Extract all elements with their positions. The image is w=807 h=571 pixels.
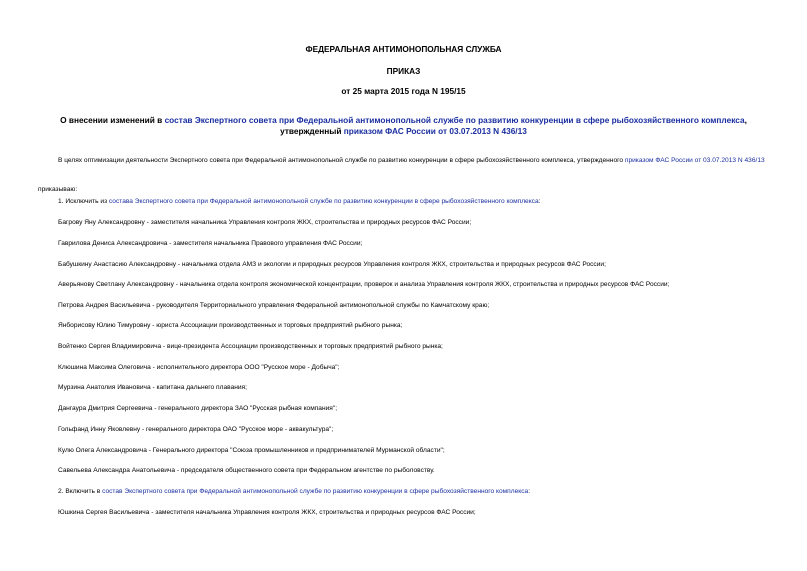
removed-member: Гаврилова Дениса Александровича - заместителя начальника Правового управления ФАС России; [58,240,363,247]
removed-member: Войтенко Сергея Владимировича - вице-президента Ассоциации производственных и торговых предприятий рыбного рынка; [58,343,443,350]
removed-member: Савельева Александра Анатольевича - председателя общественного совета при Федеральном агентстве по рыболовству. [58,467,435,474]
document-title [60,115,747,137]
item2-prefix: 2. Включить в [58,488,103,495]
removed-member: Кулю Олега Александровича - Генерального директора "Союза промышленников и предпринимателей Мурманской области"; [58,447,445,454]
date-number: от 25 марта 2015 года N 195/15 [341,86,466,96]
removed-member: Клюшина Максима Олеговича - исполнительного директора ООО "Русское море - Добыча"; [58,364,340,371]
removed-member: Гольфанд Инну Яковлевну - генерального директора ОАО "Русское море - аквакультура"; [58,426,334,433]
removed-member: Мурзина Анатолия Ивановича - капитана дальнего плавания; [58,384,247,391]
item1-prefix: 1. Исключить из [58,198,109,205]
doc-type: ПРИКАЗ [386,66,421,76]
order-word: приказываю: [38,186,78,193]
title-prefix: О внесении изменений в [60,115,165,125]
title-link-order[interactable]: приказом ФАС России от 03.07.2013 N 436/13 [343,126,527,136]
title-link-council[interactable]: состав Экспертного совета при Федеральной антимонопольной службе по развитию конкуренции в сфере рыбохозяйственного комплекса [164,115,745,125]
agency-name: ФЕДЕРАЛЬНАЯ АНТИМОНОПОЛЬНАЯ СЛУЖБА [305,44,502,54]
intro-link-order[interactable]: приказом ФАС России от 03.07.2013 N 436/13 [624,157,765,164]
title-middle: , утвержденный [280,115,747,136]
intro-text: В целях оптимизации деятельности Экспертного совета при Федеральной антимонопольной службе по развитию конкуренции в сфере рыбохозяйственного комплекса, утвержденного [58,157,625,164]
item1-suffix: : [538,198,541,205]
removed-member: Янборисову Юлию Тимуровну - юриста Ассоциации производственных и торговых предприятий рыбного рынка; [58,322,403,329]
added-member: Юшкина Сергея Васильевича - заместителя начальника Управления контроля ЖКХ, строительства и природных ресурсов ФАС России; [58,509,476,516]
removed-member: Багрову Яну Александровну - заместителя начальника Управления контроля ЖКХ, строительства и природных ресурсов ФАС России; [58,219,472,226]
removed-member: Дангаура Дмитрия Сергеевича - генерального директора ЗАО "Русская рыбная компания"; [58,405,338,412]
item1-paragraph [58,198,540,205]
item2-paragraph [58,488,530,495]
removed-member: Аверьянову Светлану Александровну - начальника отдела контроля экономической концентрации, проверок и анализа Управления контроля ЖКХ, строительства и природных ресурсов ФАС России; [58,281,670,288]
removed-member: Бабушкину Анастасию Александровну - начальника отдела АМЗ и экологии и природных ресурсов Управления контроля ЖКХ, строительства и природных ресурсов ФАС России; [58,261,606,268]
item1-link-council[interactable]: состава Экспертного совета при Федеральной антимонопольной службе по развитию конкуренции в сфере рыбохозяйственного комплекса [108,198,539,205]
item2-suffix: : [528,488,531,495]
removed-member: Петрова Андрея Васильевича - руководителя Территориального управления Федеральной антимонопольной службы по Камчатскому краю; [58,302,490,309]
item2-link-council[interactable]: состав Экспертного совета при Федеральной антимонопольной службе по развитию конкуренции в сфере рыбохозяйственного комплекса [102,488,529,495]
intro-paragraph [38,155,769,166]
